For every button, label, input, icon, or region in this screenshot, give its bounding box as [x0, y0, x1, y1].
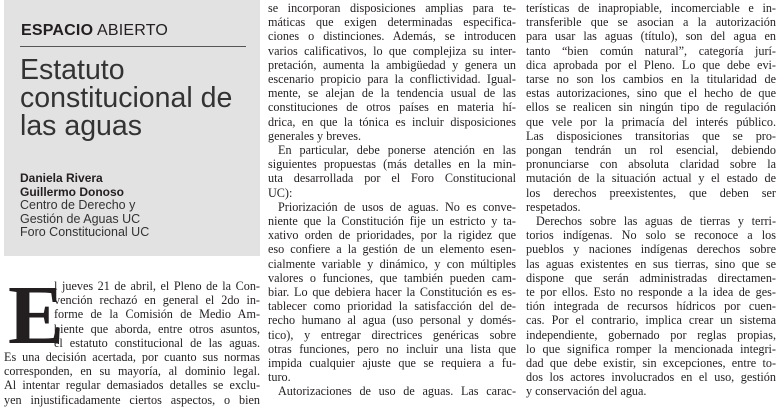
text-line: transferible que se asocian a la autorización [526, 15, 776, 30]
text-line: niente que la Constitución fije un estricto y ta- [268, 214, 516, 229]
author-name-2: Guillermo Donoso [20, 184, 125, 199]
text-line: corresponden, en su mayoría, al dominio legal. [4, 364, 260, 379]
text-line: te por ellos. Esto no responde a la idea de ges- [526, 285, 776, 300]
section-tag-rest: ABIERTO [97, 22, 169, 39]
text-line: tarse no son los cambios en la titularidad de [526, 72, 776, 87]
text-line: cialmente variable y dinámico, y con múltiples [268, 256, 516, 271]
text-line: impida cualquier ajuste que se requiera a fu- [268, 356, 516, 371]
text-line: dos los actores involucrados en el uso, gestión [526, 370, 776, 385]
text-line: recho humano al agua (uso personal y domés- [268, 313, 516, 328]
text-line: tanto “bien común natural”, categoría jurí- [526, 43, 776, 58]
text-line: forme de la Comisión de Medio Am- [54, 307, 260, 322]
text-line: dica aprobada por el Pleno. Lo que debe evi- [526, 57, 776, 72]
text-line: Es una decisión acertada, por cuanto sus normas [4, 350, 260, 365]
column-2 [268, 1, 516, 399]
section-rule [20, 46, 246, 47]
text-line: el estatuto constitucional de las aguas. [54, 335, 260, 350]
text-line: dad que debe existir, sin excepciones, entre to- [526, 356, 776, 371]
author-affiliation-2: Gestión de Aguas UC [20, 211, 141, 226]
text-line: biente que aborda, entre otros asuntos, [54, 321, 260, 336]
text-line: turo. [268, 370, 291, 385]
author-name-1: Daniela Rivera [20, 171, 103, 185]
text-line: Priorización de usos de aguas. No es conve- [278, 199, 516, 214]
text-line: para usar las aguas (título), son del agua en [526, 29, 776, 44]
text-line: independiente, gobernado por reglas propias, [526, 327, 776, 342]
text-line: otras funciones, pero no incluir una lista que [268, 341, 516, 356]
author-affiliation-3: Foro Constitucional UC [20, 225, 150, 239]
header-box [4, 0, 260, 256]
text-line: mutación de la situación actual y el estado de [526, 171, 776, 186]
article-title [20, 56, 255, 140]
text-line: constituciones de otros países en materia hí- [268, 100, 516, 115]
text-line: escenario propicio para la conflictividad. Igual- [268, 72, 516, 87]
text-line: cas. Por el contrario, implica crear un sistema [526, 313, 776, 328]
text-line: lo que significa romper la mencionada integri- [526, 341, 776, 356]
text-line: xativo orden de prioridades, por la rigidez que [268, 228, 516, 243]
section-tag [21, 22, 168, 40]
text-line: Las disposiciones transitorias que se pro- [526, 128, 776, 143]
lead-paragraph [4, 269, 260, 407]
column-3 [526, 1, 776, 399]
text-line: tión integrada de recursos hídricos por cuen- [526, 299, 776, 314]
text-line: tico), y entregar directrices genéricas sobre [268, 327, 516, 342]
title-line-3: las aguas [20, 110, 143, 142]
title-line-1: Estatuto [20, 54, 125, 86]
text-line: ciones o distinciones. Además, se introducen [268, 29, 516, 44]
author-affiliation-1: Centro de Derecho y [20, 198, 136, 212]
text-line: respetados. [526, 199, 581, 214]
text-line: drica, en que la tónica es incluir disposiciones [268, 114, 516, 129]
text-line: siguientes propuestas (más detalles en la min- [268, 157, 516, 172]
text-line: dispone que serán administradas directamen- [526, 270, 776, 285]
text-line: En particular, debe ponerse atención en las [278, 143, 516, 158]
text-line: torios indígenas. No solo se reconoce a los [526, 228, 776, 243]
text-line: se incorporan disposiciones amplias para te- [268, 1, 516, 15]
text-line: pongan tendrán un rol esencial, debiendo [526, 143, 776, 158]
author-block [20, 172, 149, 240]
text-line: y conservación del agua. [526, 384, 647, 399]
text-line: tablecer como prioridad la satisfacción del de- [268, 299, 516, 314]
text-line: yen injustificadamente ciertos aspectos, o bien [4, 392, 260, 407]
text-line: biar. Lo que debiera hacer la Constitución es es- [268, 285, 516, 300]
text-line: Autorizaciones de uso de aguas. Las carac- [278, 384, 516, 399]
text-line: generales y breves. [268, 128, 362, 143]
text-line: las aguas existentes en sus tierras, sino que se [526, 256, 776, 271]
text-line: pronunciarse con absoluta claridad sobre la [526, 157, 776, 172]
text-line: varios calificativos, lo que complejiza su inter- [268, 43, 516, 58]
text-line: valores o funciones, que también pueden cam- [268, 270, 516, 285]
column-1 [4, 0, 260, 407]
text-line: ellos se realicen sin ningún tipo de regulación [526, 100, 776, 115]
text-line: máticas que exigen determinadas especifica- [268, 15, 516, 30]
text-line: UC): [268, 185, 293, 200]
text-line: los derechos preexistentes, que deben ser [526, 185, 776, 200]
text-line: mente, se alejan de la tendencia usual de las [268, 86, 516, 101]
text-line: pueblos y naciones indígenas derechos sobre [526, 242, 776, 257]
text-line: terísticas de inapropiable, incomerciable e in- [526, 1, 776, 15]
text-line: pretación, aumenta la ambigüedad y genera un [268, 57, 516, 72]
text-line: que vele por la primacía del interés público. [526, 114, 776, 129]
title-line-2: constitucional de [20, 82, 233, 114]
text-line: eso confiere a la gestión de un elemento esen- [268, 242, 516, 257]
drop-cap: E [8, 269, 65, 362]
text-line: l jueves 21 de abril, el Pleno de la Con- [54, 279, 260, 293]
text-line: uta desarrollada por el Foro Constitucional [268, 171, 516, 186]
text-line: vención rechazó en general el 2do in- [54, 293, 260, 308]
section-tag-bold: ESPACIO [21, 22, 94, 39]
text-line: estas autorizaciones, sino que el hecho de que [526, 86, 776, 101]
text-line: Al intentar regular demasiados detalles se exclu- [4, 378, 260, 393]
text-line: Derechos sobre las aguas de tierras y terri- [536, 214, 776, 229]
